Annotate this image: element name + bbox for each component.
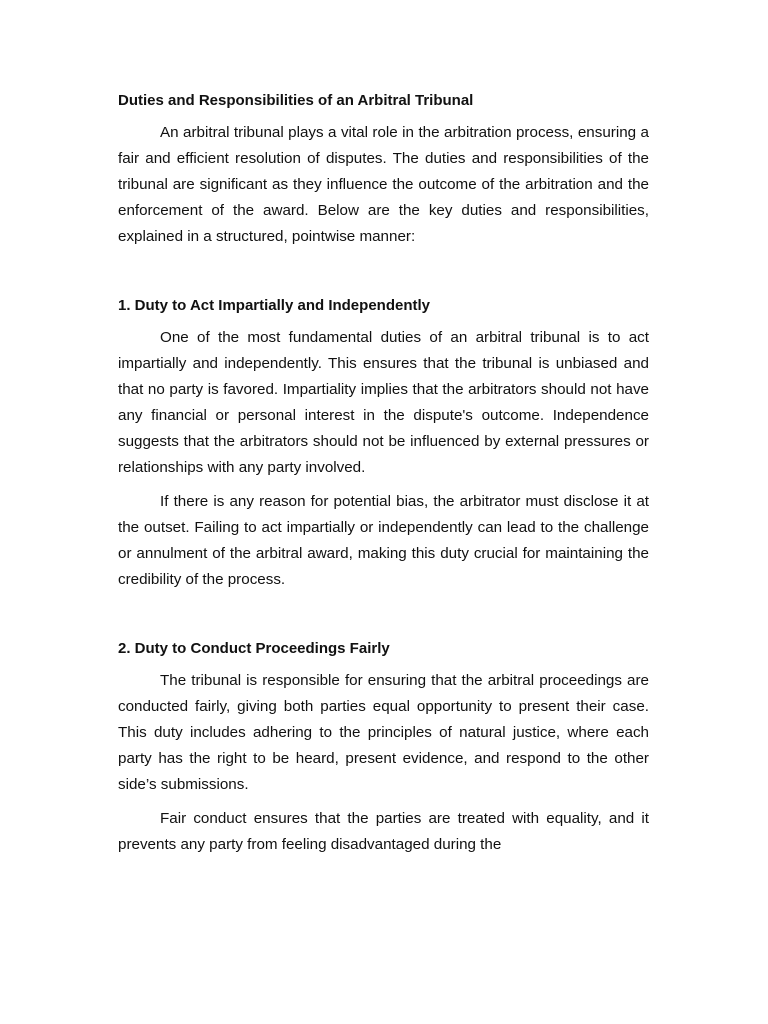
document-title: Duties and Responsibilities of an Arbitral Tribunal (118, 92, 474, 109)
impartiality-paragraph-2: If there is any reason for potential bias, the arbitrator must disclose it at the outset. Failing to act impartially or independently can lead to the challenge or annulment of the arbitral award, making this duty crucial for maintaining the credibility of the process. (118, 493, 649, 588)
fairness-paragraph-2: Fair conduct ensures that the parties are treated with equality, and it prevents any party from feeling disadvantaged during the (118, 810, 649, 853)
section-spacer (118, 258, 649, 293)
fairness-paragraph-1: The tribunal is responsible for ensuring that the arbitral proceedings are conducted fairly, giving both parties equal opportunity to present their case. This duty includes adhering to the principles of natural justice, where each party has the right to be heard, present evidence, and respond to the other side’s submissions. (118, 672, 649, 793)
intro-paragraph: An arbitral tribunal plays a vital role in the arbitration process, ensuring a fair and efficient resolution of disputes. The duties and responsibilities of the tribunal are significant as they influence the outcome of the arbitration and the enforcement of the award. Below are the key duties and responsibilities, explained in a structured, pointwise manner: (118, 124, 649, 245)
section-heading-impartiality: 1. Duty to Act Impartially and Independently (118, 297, 430, 314)
document-page (118, 88, 649, 866)
section-spacer (118, 601, 649, 636)
section-heading-fairness: 2. Duty to Conduct Proceedings Fairly (118, 640, 390, 657)
impartiality-paragraph-1: One of the most fundamental duties of an arbitral tribunal is to act impartially and independently. This ensures that the tribunal is unbiased and that no party is favored. Impartiality implies that the arbitrators should not have any financial or personal interest in the dispute's outcome. Independence suggests that the arbitrators should not be influenced by external pressures or relationships with any party involved. (118, 329, 649, 476)
